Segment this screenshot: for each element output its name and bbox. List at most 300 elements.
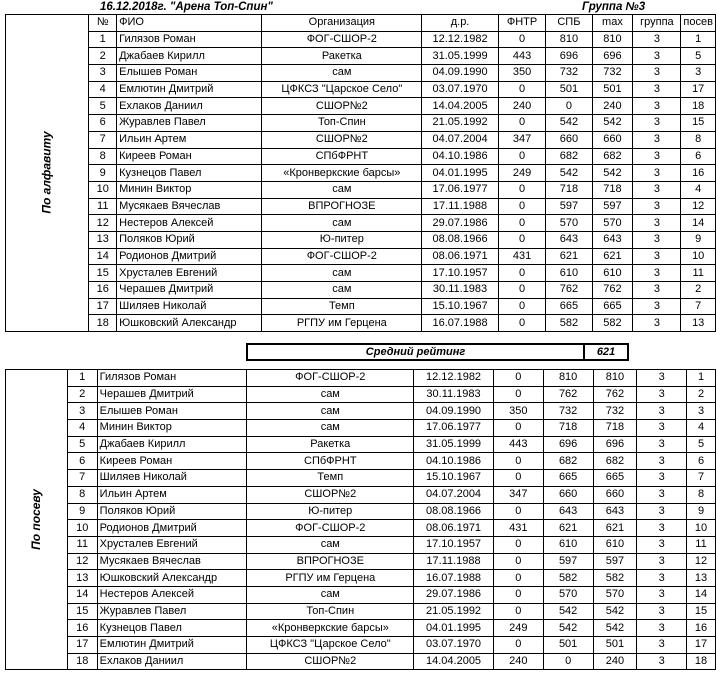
column-header-spb: СПБ [546,15,592,32]
cell-spb: 665 [546,298,592,315]
cell-max: 682 [593,453,637,470]
table-row [6,520,716,537]
cell-dob: 29.07.1986 [422,215,499,232]
cell-seed: 11 [687,536,716,553]
cell-num: 8 [67,486,97,503]
cell-name: Журавлев Павел [117,115,262,132]
cell-num: 13 [67,570,97,587]
cell-org: СШОР№2 [262,98,422,115]
cell-dob: 03.07.1970 [422,81,499,98]
cell-max: 240 [592,98,633,115]
cell-dob: 08.06.1971 [422,248,499,265]
cell-spb: 0 [543,653,593,670]
cell-name: Юшковский Александр [117,315,262,332]
cell-name: Ехлаков Даниил [97,653,247,670]
cell-group: 3 [633,115,681,132]
table-row [6,486,716,503]
table-row [6,148,716,165]
cell-seed: 8 [687,486,716,503]
header-date-venue: 16.12.2018г. "Арена Топ-Спин" [100,1,273,13]
cell-fntr: 0 [498,298,545,315]
table-row [6,586,716,603]
cell-seed: 5 [687,436,716,453]
cell-spb: 660 [543,486,593,503]
cell-org: Ю-питер [262,231,422,248]
cell-org: РГПУ им Герцена [262,315,422,332]
cell-org: сам [247,403,414,420]
cell-org: ЦФКСЗ "Царское Село" [247,637,414,654]
cell-spb: 501 [546,81,592,98]
cell-spb: 643 [543,503,593,520]
cell-max: 610 [593,536,637,553]
cell-fntr: 249 [493,620,543,637]
cell-org: сам [247,420,414,437]
cell-name: Хрусталев Евгений [117,265,262,282]
cell-name: Гилязов Роман [117,31,262,48]
cell-num: 14 [89,248,117,265]
cell-name: Шиляев Николай [97,470,247,487]
table-row [6,370,716,387]
cell-num: 2 [67,386,97,403]
cell-seed: 13 [687,570,716,587]
cell-seed: 16 [687,620,716,637]
cell-name: Джабаев Кирилл [97,436,247,453]
cell-group: 3 [637,386,687,403]
cell-name: Гилязов Роман [97,370,247,387]
cell-seed: 18 [681,98,716,115]
cell-spb: 696 [543,436,593,453]
cell-spb: 696 [546,48,592,65]
cell-num: 17 [67,637,97,654]
table-row [6,231,716,248]
cell-fntr: 431 [498,248,545,265]
cell-name: Нестеров Алексей [117,215,262,232]
cell-name: Киреев Роман [117,148,262,165]
table-row [6,98,716,115]
cell-spb: 0 [546,98,592,115]
cell-max: 570 [593,586,637,603]
cell-group: 3 [637,570,687,587]
cell-name: Емлютин Дмитрий [97,637,247,654]
cell-group: 3 [637,453,687,470]
cell-max: 732 [593,403,637,420]
cell-group: 3 [633,215,681,232]
cell-dob: 17.11.1988 [422,198,499,215]
cell-max: 542 [592,115,633,132]
cell-num: 3 [89,65,117,82]
cell-name: Ильин Артем [117,131,262,148]
cell-dob: 04.07.2004 [414,486,494,503]
cell-fntr: 0 [498,115,545,132]
cell-max: 597 [593,553,637,570]
cell-fntr: 0 [498,282,545,299]
cell-name: Елышев Роман [97,403,247,420]
table-row [6,282,716,299]
cell-org: сам [262,282,422,299]
cell-num: 1 [67,370,97,387]
cell-seed: 4 [681,181,716,198]
cell-max: 582 [592,315,633,332]
cell-max: 501 [592,81,633,98]
cell-name: Черашев Дмитрий [117,282,262,299]
cell-seed: 15 [681,115,716,132]
cell-spb: 718 [543,420,593,437]
cell-max: 660 [593,486,637,503]
cell-group: 3 [633,248,681,265]
cell-fntr: 0 [493,570,543,587]
cell-dob: 17.06.1977 [414,420,494,437]
cell-num: 11 [89,198,117,215]
cell-dob: 08.08.1966 [422,231,499,248]
table-row [6,265,716,282]
cell-fntr: 431 [493,520,543,537]
cell-spb: 542 [546,115,592,132]
cell-spb: 542 [543,620,593,637]
cell-num: 15 [67,603,97,620]
cell-seed: 10 [687,520,716,537]
cell-name: Минин Виктор [97,420,247,437]
cell-fntr: 0 [493,420,543,437]
cell-fntr: 249 [498,165,545,182]
cell-seed: 6 [681,148,716,165]
cell-seed: 10 [681,248,716,265]
cell-group: 3 [637,637,687,654]
cell-num: 16 [67,620,97,637]
cell-seed: 4 [687,420,716,437]
cell-seed: 1 [687,370,716,387]
cell-num: 4 [89,81,117,98]
cell-dob: 21.05.1992 [422,115,499,132]
cell-max: 621 [593,520,637,537]
cell-num: 18 [89,315,117,332]
cell-seed: 11 [681,265,716,282]
cell-group: 3 [633,231,681,248]
table-row [6,215,716,232]
cell-fntr: 347 [493,486,543,503]
cell-fntr: 0 [493,386,543,403]
cell-name: Черашев Дмитрий [97,386,247,403]
cell-org: СШОР№2 [262,131,422,148]
cell-max: 643 [593,503,637,520]
cell-name: Родионов Дмитрий [97,520,247,537]
cell-fntr: 0 [498,81,545,98]
cell-num: 12 [89,215,117,232]
cell-max: 582 [593,570,637,587]
cell-spb: 682 [546,148,592,165]
cell-max: 643 [592,231,633,248]
cell-seed: 7 [681,298,716,315]
column-header-org: Организация [262,15,422,32]
cell-max: 660 [592,131,633,148]
cell-spb: 621 [543,520,593,537]
cell-name: Кузнецов Павел [97,620,247,637]
cell-spb: 610 [543,536,593,553]
table-row [6,198,716,215]
cell-spb: 542 [546,165,592,182]
cell-org: ЦФКСЗ "Царское Село" [262,81,422,98]
cell-max: 240 [593,653,637,670]
table-alphabetical [5,14,716,332]
cell-spb: 582 [546,315,592,332]
side-label-cell [6,370,68,670]
cell-org: СПбФРНТ [262,148,422,165]
cell-name: Елышев Роман [117,65,262,82]
cell-seed: 1 [681,31,716,48]
cell-dob: 04.10.1986 [422,148,499,165]
cell-seed: 6 [687,453,716,470]
cell-org: сам [262,181,422,198]
table-row [6,131,716,148]
cell-seed: 7 [687,470,716,487]
cell-num: 3 [67,403,97,420]
cell-spb: 582 [543,570,593,587]
cell-org: «Кронверкские барсы» [262,165,422,182]
cell-org: Ю-питер [247,503,414,520]
table-row [6,31,716,48]
cell-dob: 17.06.1977 [422,181,499,198]
cell-num: 5 [67,436,97,453]
table-row [6,65,716,82]
cell-group: 3 [637,586,687,603]
cell-group: 3 [637,436,687,453]
cell-num: 11 [67,536,97,553]
cell-max: 621 [592,248,633,265]
table-row [6,637,716,654]
cell-dob: 03.07.1970 [414,637,494,654]
cell-name: Поляков Юрий [117,231,262,248]
cell-org: сам [262,215,422,232]
table-row [6,386,716,403]
cell-max: 597 [592,198,633,215]
cell-dob: 15.10.1967 [414,470,494,487]
cell-org: ФОГ-СШОР-2 [247,520,414,537]
cell-fntr: 347 [498,131,545,148]
cell-seed: 2 [687,386,716,403]
column-header-max: max [592,15,633,32]
header-group: Группа №3 [582,1,646,13]
cell-spb: 762 [546,282,592,299]
cell-max: 682 [592,148,633,165]
cell-spb: 610 [546,265,592,282]
cell-num: 8 [89,148,117,165]
cell-org: Топ-Спин [262,115,422,132]
table-row [6,470,716,487]
cell-name: Кузнецов Павел [117,165,262,182]
cell-seed: 12 [681,198,716,215]
header-row [6,15,716,32]
cell-fntr: 240 [498,98,545,115]
cell-fntr: 240 [493,653,543,670]
cell-fntr: 0 [498,148,545,165]
cell-org: сам [247,536,414,553]
cell-spb: 732 [543,403,593,420]
cell-dob: 04.01.1995 [414,620,494,637]
cell-group: 3 [637,370,687,387]
table-row [6,653,716,670]
cell-max: 762 [592,282,633,299]
cell-group: 3 [637,403,687,420]
cell-spb: 660 [546,131,592,148]
cell-seed: 14 [687,586,716,603]
cell-seed: 18 [687,653,716,670]
cell-seed: 9 [687,503,716,520]
cell-dob: 31.05.1999 [414,436,494,453]
cell-seed: 2 [681,282,716,299]
cell-fntr: 0 [493,553,543,570]
cell-max: 810 [592,31,633,48]
cell-org: ВПРОГНОЗЕ [262,198,422,215]
column-header-seed: посев [681,15,716,32]
cell-seed: 3 [681,65,716,82]
table-row [6,436,716,453]
cell-org: СШОР№2 [247,653,414,670]
cell-max: 542 [593,620,637,637]
cell-fntr: 0 [498,231,545,248]
cell-name: Хрусталев Евгений [97,536,247,553]
cell-spb: 665 [543,470,593,487]
cell-num: 4 [67,420,97,437]
cell-group: 3 [637,553,687,570]
column-header-group: группа [633,15,681,32]
cell-org: сам [262,65,422,82]
cell-org: сам [262,265,422,282]
cell-num: 9 [67,503,97,520]
cell-org: Ракетка [247,436,414,453]
cell-spb: 597 [543,553,593,570]
cell-name: Шиляев Николай [117,298,262,315]
cell-group: 3 [637,536,687,553]
cell-fntr: 0 [498,198,545,215]
cell-seed: 15 [687,603,716,620]
cell-fntr: 0 [493,470,543,487]
cell-seed: 8 [681,131,716,148]
table-row [6,603,716,620]
cell-fntr: 0 [493,453,543,470]
average-rating-box [246,343,629,361]
cell-num: 5 [89,98,117,115]
cell-num: 13 [89,231,117,248]
cell-num: 15 [89,265,117,282]
cell-dob: 14.04.2005 [422,98,499,115]
cell-org: «Кронверкские барсы» [247,620,414,637]
cell-org: Темп [247,470,414,487]
cell-group: 3 [637,420,687,437]
cell-name: Мусякаев Вячеслав [97,553,247,570]
cell-group: 3 [633,165,681,182]
cell-spb: 810 [546,31,592,48]
cell-num: 18 [67,653,97,670]
cell-seed: 5 [681,48,716,65]
cell-name: Ильин Артем [97,486,247,503]
cell-group: 3 [633,282,681,299]
cell-num: 6 [89,115,117,132]
cell-org: ФОГ-СШОР-2 [262,248,422,265]
cell-fntr: 0 [493,536,543,553]
cell-fntr: 0 [493,370,543,387]
cell-org: сам [247,386,414,403]
cell-name: Журавлев Павел [97,603,247,620]
cell-max: 501 [593,637,637,654]
average-rating-value: 621 [584,344,628,360]
cell-name: Мусякаев Вячеслав [117,198,262,215]
side-label: По посеву [28,488,43,550]
cell-org: Топ-Спин [247,603,414,620]
cell-max: 762 [593,386,637,403]
cell-spb: 810 [543,370,593,387]
side-label-cell [6,15,89,332]
cell-name: Родионов Дмитрий [117,248,262,265]
cell-spb: 542 [543,603,593,620]
table-row [6,115,716,132]
cell-group: 3 [637,653,687,670]
cell-org: РГПУ им Герцена [247,570,414,587]
cell-dob: 04.09.1990 [414,403,494,420]
cell-max: 718 [593,420,637,437]
cell-fntr: 0 [498,265,545,282]
cell-dob: 30.11.1983 [422,282,499,299]
cell-fntr: 0 [498,315,545,332]
cell-dob: 17.10.1957 [422,265,499,282]
cell-name: Ехлаков Даниил [117,98,262,115]
cell-spb: 718 [546,181,592,198]
cell-dob: 14.04.2005 [414,653,494,670]
cell-dob: 31.05.1999 [422,48,499,65]
cell-num: 7 [67,470,97,487]
table-row [6,81,716,98]
cell-dob: 15.10.1967 [422,298,499,315]
cell-fntr: 0 [498,215,545,232]
cell-num: 9 [89,165,117,182]
cell-fntr: 0 [498,181,545,198]
cell-org: СШОР№2 [247,486,414,503]
cell-group: 3 [637,520,687,537]
cell-dob: 12.12.1982 [422,31,499,48]
cell-dob: 16.07.1988 [422,315,499,332]
table-row [6,165,716,182]
cell-spb: 570 [543,586,593,603]
cell-spb: 570 [546,215,592,232]
side-label: По алфавиту [39,131,54,214]
cell-name: Джабаев Кирилл [117,48,262,65]
cell-spb: 501 [543,637,593,654]
cell-org: сам [247,586,414,603]
table-row [6,453,716,470]
cell-spb: 762 [543,386,593,403]
cell-max: 542 [593,603,637,620]
column-header-fntr: ФНТР [498,15,545,32]
cell-num: 7 [89,131,117,148]
cell-num: 10 [89,181,117,198]
cell-dob: 04.07.2004 [422,131,499,148]
cell-group: 3 [633,181,681,198]
cell-dob: 04.09.1990 [422,65,499,82]
cell-org: ФОГ-СШОР-2 [262,31,422,48]
cell-group: 3 [633,148,681,165]
cell-fntr: 0 [498,31,545,48]
cell-max: 570 [592,215,633,232]
cell-name: Нестеров Алексей [97,586,247,603]
cell-org: Ракетка [262,48,422,65]
cell-dob: 17.11.1988 [414,553,494,570]
cell-fntr: 0 [493,637,543,654]
cell-max: 718 [592,181,633,198]
cell-num: 14 [67,586,97,603]
table-by-seed [5,369,716,670]
cell-org: ВПРОГНОЗЕ [247,553,414,570]
cell-dob: 08.08.1966 [414,503,494,520]
table-row [6,315,716,332]
cell-org: Темп [262,298,422,315]
